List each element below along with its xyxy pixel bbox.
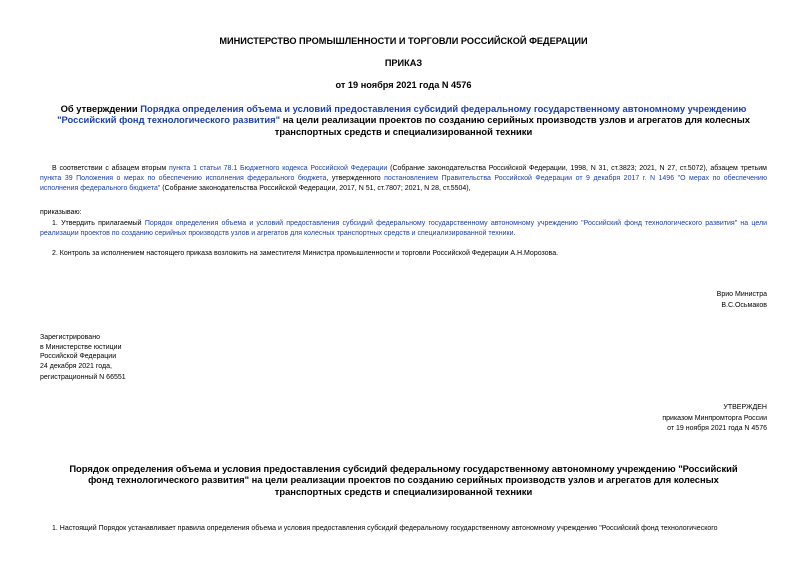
procedure-title: Порядок определения объема и условия предоставления субсидий федеральному государственному автономному учреждению "Российский фонд технологического развития" на цели реализации проектов по созданию серийных производств узлов и агрегатов для колесных транспортных средств и специализированной техники xyxy=(69,463,738,497)
item-1-text: 1. Утвердить прилагаемый xyxy=(52,220,145,227)
order-word: приказываю: xyxy=(40,209,82,216)
doc-type-heading: ПРИКАЗ xyxy=(384,58,423,68)
procedure-item-1: 1. Настоящий Порядок устанавливает правила определения объема и условия предоставления субсидий федеральному государственному автономному учреждению "Российский фонд технологического xyxy=(52,525,718,532)
item-1-paragraph xyxy=(40,219,767,239)
order-title-prefix: Об утверждении xyxy=(60,103,141,114)
ministry-heading: МИНИСТЕРСТВО ПРОМЫШЛЕННОСТИ И ТОРГОВЛИ РОССИЙСКОЙ ФЕДЕРАЦИИ xyxy=(219,36,588,46)
registration-line-5: регистрационный N 66551 xyxy=(40,374,126,381)
registration-line-1: Зарегистрировано xyxy=(40,334,100,341)
approved-line-1: УТВЕРЖДЕН xyxy=(723,404,767,411)
item-1-end: . xyxy=(513,230,516,237)
signature-position: Врио Министра xyxy=(716,291,767,298)
signature-name: В.С.Осьмаков xyxy=(721,302,767,309)
budget-code-link[interactable]: пункта 1 статьи 78.1 Бюджетного кодекса Российской Федерации xyxy=(168,165,388,172)
preamble-text-3: , утвержденного xyxy=(326,175,385,182)
procedure-link[interactable]: Порядок определения объема и условий предоставления субсидий федеральному государственному автономному учреждению "Российский фонд технологического развития" на цели реализации проектов по созданию серийных производств узлов и агрегатов для колесных транспортных средств и специализированной техники xyxy=(40,220,768,237)
government-decree-link[interactable]: постановлением Правительства Российской Федерации от 9 декабря 2017 г. N 1496 "О мерах по обеспечению исполнения федерального бюджета" xyxy=(40,175,768,192)
approved-line-3: от 19 ноября 2021 года N 4576 xyxy=(667,425,767,432)
item-2-paragraph: 2. Контроль за исполнением настоящего приказа возложить на заместителя Министра промышленности и торговли Российской Федерации А.Н.Морозова. xyxy=(52,250,559,257)
preamble-text-1: В соответствии с абзацем вторым xyxy=(52,165,169,172)
approved-line-2: приказом Минпромторга России xyxy=(662,415,767,422)
registration-line-2: в Министерстве юстиции xyxy=(40,344,122,351)
preamble-text-2: (Собрание законодательства Российской Федерации, 1998, N 31, ст.3823; 2021, N 27, ст.5072), абзацем третьим xyxy=(387,165,767,172)
order-title-suffix: на цели реализации проектов по созданию серийных производств узлов и агрегатов для колесных транспортных средств и специализированной техники xyxy=(274,114,750,137)
regulation-link[interactable]: пункта 39 Положения о мерах по обеспечению исполнения федерального бюджета xyxy=(40,175,327,182)
registration-line-3: Российской Федерации xyxy=(40,353,117,360)
preamble-paragraph xyxy=(40,164,767,194)
preamble-text-4: (Собрание законодательства Российской Федерации, 2017, N 51, ст.7807; 2021, N 28, ст.5504), xyxy=(160,185,471,192)
registration-line-4: 24 декабря 2021 года, xyxy=(40,363,112,370)
date-number: от 19 ноября 2021 года N 4576 xyxy=(335,80,472,90)
order-title xyxy=(40,103,767,137)
order-title-link[interactable]: Порядка определения объема и условий предоставления субсидий федеральному государственному автономному учреждению "Российский фонд технологического развития" xyxy=(57,103,747,126)
